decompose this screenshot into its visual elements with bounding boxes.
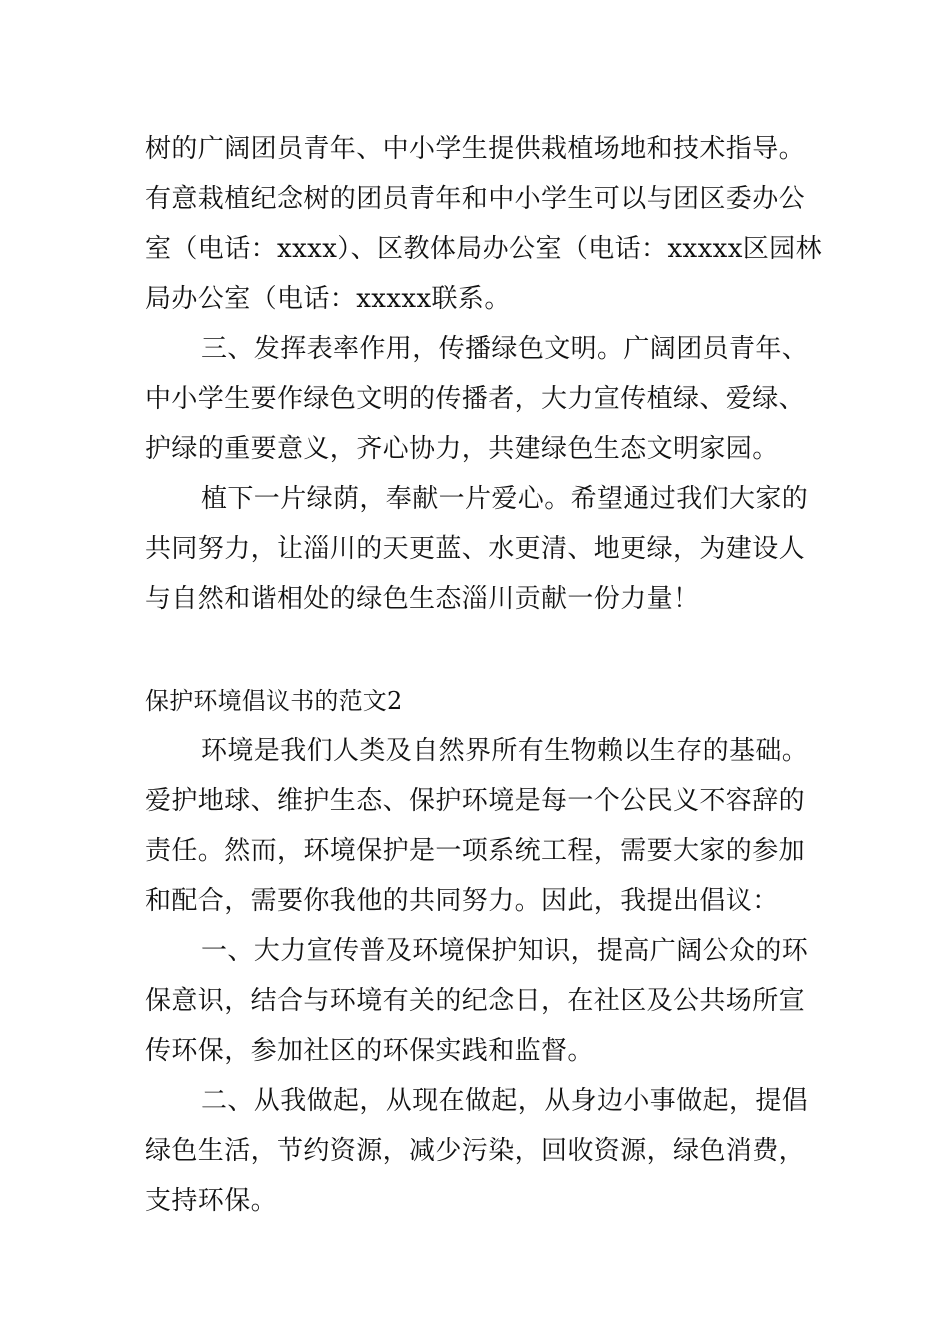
paragraph-environment-intro: [145, 726, 810, 926]
paragraph-proposal-two: [145, 1076, 810, 1226]
text-line: 中小学生要作绿色文明的传播者，大力宣传植绿、爱绿、: [145, 384, 806, 414]
document-body: [145, 124, 822, 1226]
paragraph-green-civilization: [145, 324, 810, 474]
text-line: 护绿的重要意义，齐心协力，共建绿色生态文明家园。: [145, 434, 779, 464]
text-line: 树的广阔团员青年、中小学生提供栽植场地和技术指导。: [145, 134, 806, 164]
text-line: 有意栽植纪念树的团员青年和中小学生可以与团区委办公: [145, 184, 806, 214]
paragraph-closing-appeal: [145, 474, 810, 624]
text-line: 环境是我们人类及自然界所有生物赖以生存的基础。: [201, 736, 809, 766]
text-line: 爱护地球、维护生态、保护环境是每一个公民义不容辞的: [145, 786, 806, 816]
text-line: 支持环保。: [145, 1186, 278, 1216]
text-line: 二、从我做起，从现在做起，从身边小事做起，提倡: [201, 1086, 809, 1116]
text-line: 责任。然而，环境保护是一项系统工程，需要大家的参加: [145, 836, 806, 866]
text-line: 保意识，结合与环境有关的纪念日，在社区及公共场所宣: [145, 986, 806, 1016]
paragraph-proposal-one: [145, 926, 810, 1076]
text-line: 和配合，需要你我他的共同努力。因此，我提出倡议：: [145, 886, 779, 916]
paragraph-tree-planting-contact: [145, 124, 822, 324]
text-line: 室（电话：xxxx）、区教体局办公室（电话：xxxxx区园林: [145, 234, 822, 264]
text-line: 植下一片绿荫，奉献一片爱心。希望通过我们大家的: [201, 484, 809, 514]
text-line: 绿色生活，节约资源，减少污染，回收资源，绿色消费，: [145, 1136, 806, 1166]
text-line: 局办公室（电话：xxxxx联系。: [145, 284, 511, 314]
text-line: 一、大力宣传普及环境保护知识，提高广阔公众的环: [201, 936, 809, 966]
section-heading: 保护环境倡议书的范文2: [145, 687, 403, 715]
text-line: 传环保，参加社区的环保实践和监督。: [145, 1036, 594, 1066]
text-line: 共同努力，让淄川的天更蓝、水更清、地更绿，为建设人: [145, 534, 806, 564]
text-line: 与自然和谐相处的绿色生态淄川贡献一份力量！: [145, 584, 700, 614]
section-spacer: [145, 624, 810, 676]
text-line: 三、发挥表率作用，传播绿色文明。广阔团员青年、: [201, 334, 809, 364]
